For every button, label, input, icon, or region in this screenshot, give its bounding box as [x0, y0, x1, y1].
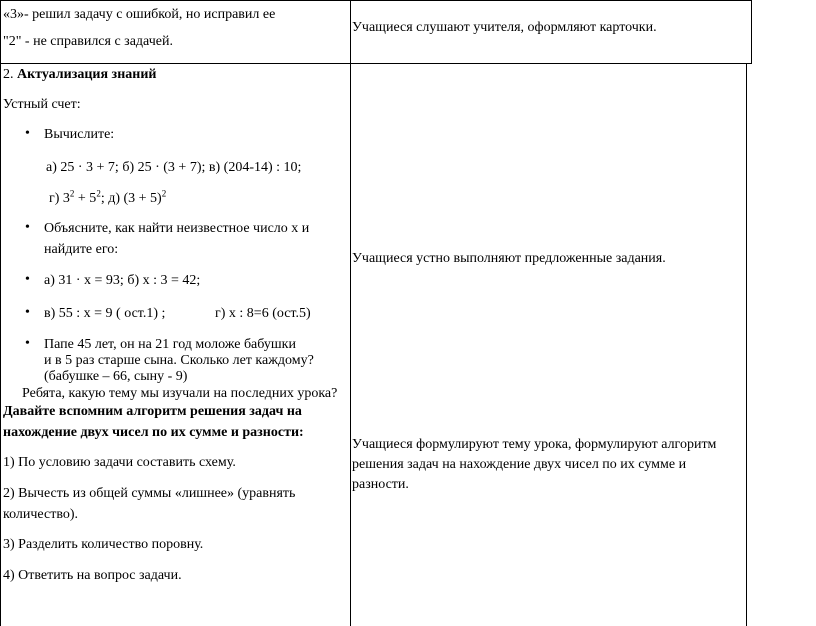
table-border-left — [0, 0, 1, 626]
section-number: 2. — [3, 67, 17, 82]
bullet-explain-line2: найдите его: — [44, 242, 119, 257]
section-heading — [3, 66, 156, 83]
row1-left-line1: «3»- решил задачу с ошибкой, но исправил ее — [3, 7, 276, 22]
bullet-equations-2b: г) х : 8=6 (ост.5) — [215, 306, 311, 321]
bullet-equations-1: а) 31 · х = 93; б) х : 3 = 42; — [44, 273, 201, 288]
calc-line-1: а) 25 · 3 + 7; б) 25 · (3 + 7); в) (204-14) : 10; — [46, 160, 302, 175]
algorithm-step-1: 1) По условию задачи составить схему. — [3, 455, 236, 470]
algorithm-step-3: 3) Разделить количество поровну. — [3, 537, 204, 552]
row2-right-topic-line1: Учащиеся формулируют тему урока, формулируют алгоритм — [352, 437, 717, 452]
algorithm-heading-line1: Давайте вспомним алгоритм решения задач на — [3, 404, 302, 419]
problem-line1: Папе 45 лет, он на 21 год моложе бабушки — [44, 337, 296, 352]
bullet-explain-line1: Объясните, как найти неизвестное число х и — [44, 221, 310, 236]
table-border-row1-bottom — [0, 63, 752, 64]
algorithm-heading-line2: нахождение двух чисел по их сумме и разности: — [3, 425, 304, 440]
table-border-middle — [350, 0, 351, 626]
problem-line2: и в 5 раз старше сына. Сколько лет каждому? — [44, 353, 314, 368]
topic-question: Ребята, какую тему мы изучали на последних урока? — [22, 386, 338, 401]
table-border-right-row1 — [751, 0, 752, 64]
bullet-icon: • — [25, 220, 30, 235]
row2-right-topic-line3: разности. — [352, 477, 409, 492]
row1-right: Учащиеся слушают учителя, оформляют карточки. — [352, 20, 657, 35]
bullet-icon: • — [25, 126, 30, 141]
algorithm-step-2-line1: 2) Вычесть из общей суммы «лишнее» (уравнять — [3, 486, 296, 501]
table-border-top — [0, 0, 752, 1]
bullet-icon: • — [25, 272, 30, 287]
bullet-equations-2a: в) 55 : х = 9 ( ост.1) ; — [44, 306, 166, 321]
table-border-right-row2 — [746, 63, 747, 626]
algorithm-step-2-line2: количество). — [3, 507, 78, 522]
row1-left-line2: "2" - не справился с задачей. — [3, 34, 173, 49]
oral-count-label: Устный счет: — [3, 97, 81, 112]
bullet-icon: • — [25, 336, 30, 351]
row2-right-topic-line2: решения задач на нахождение двух чисел по их сумме и — [352, 457, 687, 472]
bullet-calculate: Вычислите: — [44, 127, 115, 142]
algorithm-step-4: 4) Ответить на вопрос задачи. — [3, 568, 182, 583]
bullet-icon: • — [25, 305, 30, 320]
calc-line-2: г) $3^2 + 5^2$; д) $(3 + 5)^2$ — [49, 188, 167, 206]
row2-right-oral: Учащиеся устно выполняют предложенные задания. — [352, 251, 666, 266]
section-title: Актуализация знаний — [17, 67, 157, 82]
problem-line3: (бабушке – 66, сыну - 9) — [44, 369, 188, 384]
